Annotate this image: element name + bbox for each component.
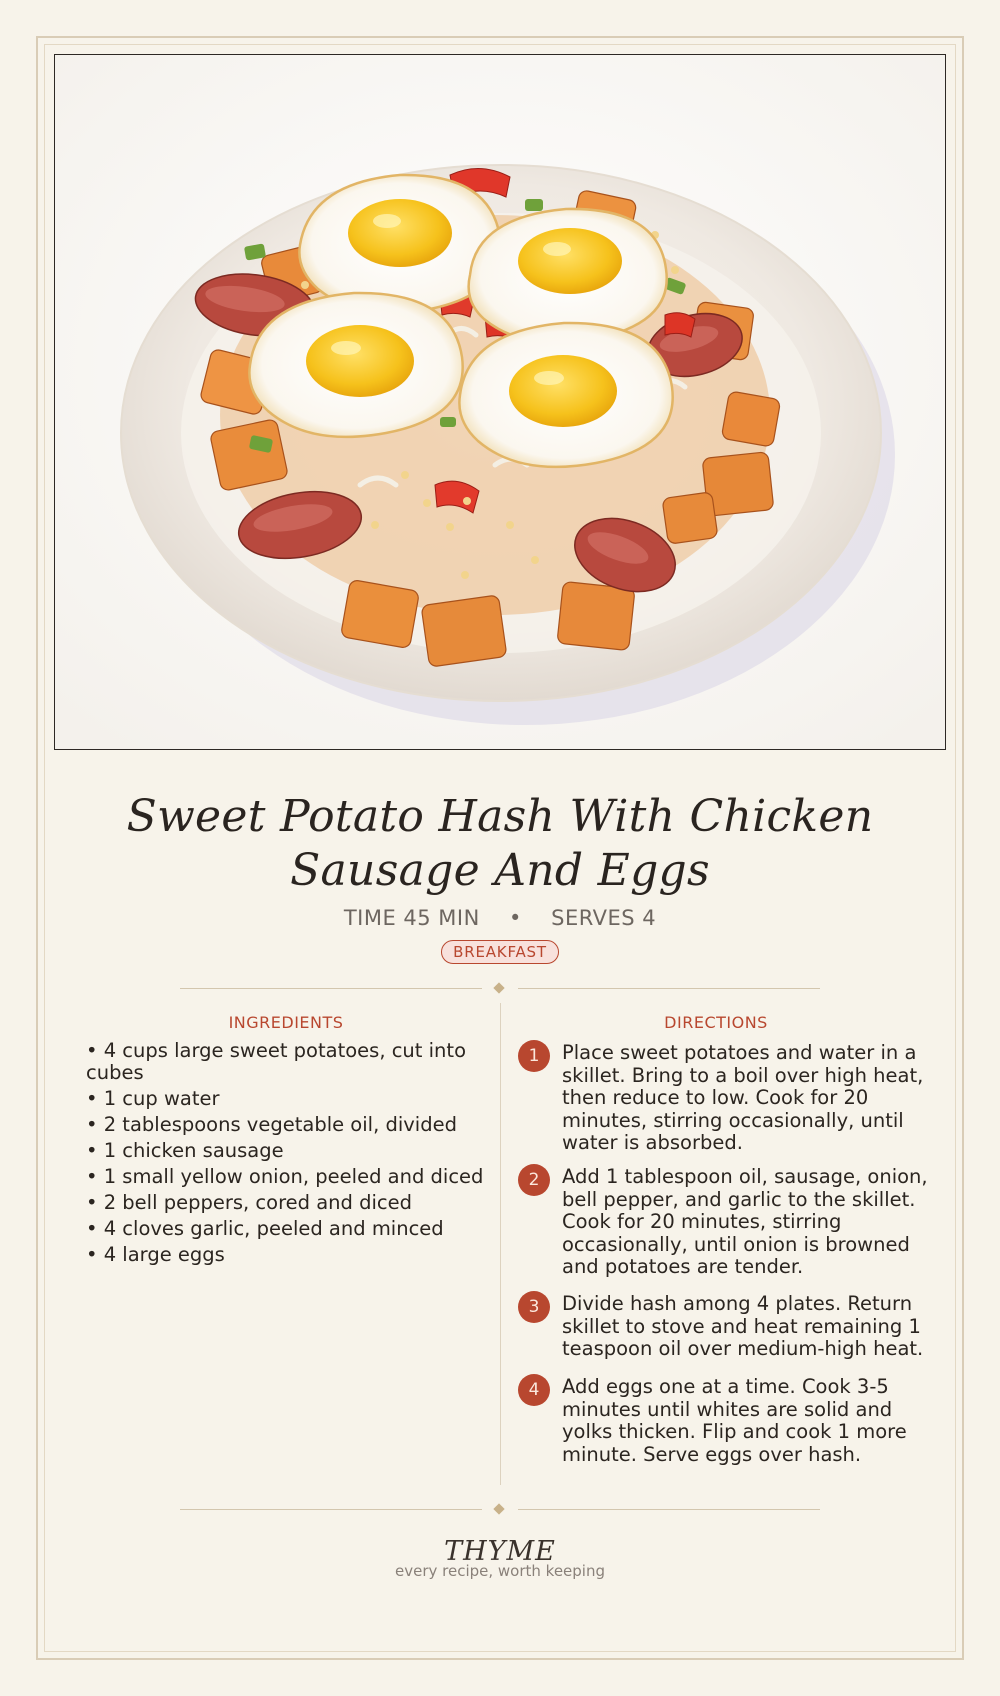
category-badge-row	[0, 940, 1000, 964]
brand-tagline: every recipe, worth keeping	[394, 1562, 605, 1580]
list-item: • 1 cup water	[86, 1087, 220, 1110]
category-badge: BREAKFAST	[441, 940, 559, 964]
column-divider	[500, 1003, 501, 1485]
list-item: • 4 cups large sweet potatoes, cut into cubes	[86, 1039, 466, 1084]
cook-time: TIME 45 MIN	[343, 906, 480, 930]
directions-heading: DIRECTIONS	[664, 1013, 768, 1032]
dish-photo	[54, 54, 946, 750]
step-number: 1	[518, 1040, 550, 1072]
recipe-meta	[100, 906, 900, 930]
list-item: • 2 tablespoons vegetable oil, divided	[86, 1113, 457, 1136]
ingredients-list	[86, 1040, 486, 1270]
ingredients-heading: INGREDIENTS	[228, 1013, 344, 1032]
divider-line-right	[518, 1509, 820, 1510]
list-item: • 4 large eggs	[86, 1243, 225, 1266]
list-item: • 1 small yellow onion, peeled and diced	[86, 1165, 484, 1188]
diamond-ornament-icon	[493, 1503, 504, 1514]
divider-line-left	[180, 1509, 482, 1510]
list-item: • 4 cloves garlic, peeled and minced	[86, 1217, 444, 1240]
step-number: 4	[518, 1374, 550, 1406]
diamond-ornament-icon	[493, 982, 504, 993]
list-item: • 1 chicken sausage	[86, 1139, 284, 1162]
step-number: 3	[518, 1291, 550, 1323]
bottom-divider	[180, 1503, 820, 1515]
divider-line-left	[180, 988, 482, 989]
meta-separator: •	[509, 906, 522, 930]
step-text: Place sweet potatoes and water in a skillet. Bring to a boil over high heat, then reduce to low. Cook for 20 minutes, stirring occasionally, until water is absorbed.	[562, 1041, 924, 1155]
servings: SERVES 4	[551, 906, 657, 930]
step-number: 2	[518, 1164, 550, 1196]
list-item: • 2 bell peppers, cored and diced	[86, 1191, 413, 1214]
step-text: Add 1 tablespoon oil, sausage, onion, bell pepper, and garlic to the skillet. Cook for 20 minutes, stirring occasionally, until onion is browned and potatoes are tender.	[562, 1165, 928, 1279]
brand-name: THYME	[444, 1536, 556, 1567]
divider-line-right	[518, 988, 820, 989]
recipe-title: Sweet Potato Hash With Chicken Sausage And Eggs	[126, 791, 874, 896]
top-divider	[180, 982, 820, 994]
step-text: Add eggs one at a time. Cook 3-5 minutes until whites are solid and yolks thicken. Flip and cook 1 more minute. Serve eggs over hash.	[562, 1375, 907, 1466]
step-text: Divide hash among 4 plates. Return skillet to stove and heat remaining 1 teaspoon oil over medium-high heat.	[562, 1292, 924, 1361]
